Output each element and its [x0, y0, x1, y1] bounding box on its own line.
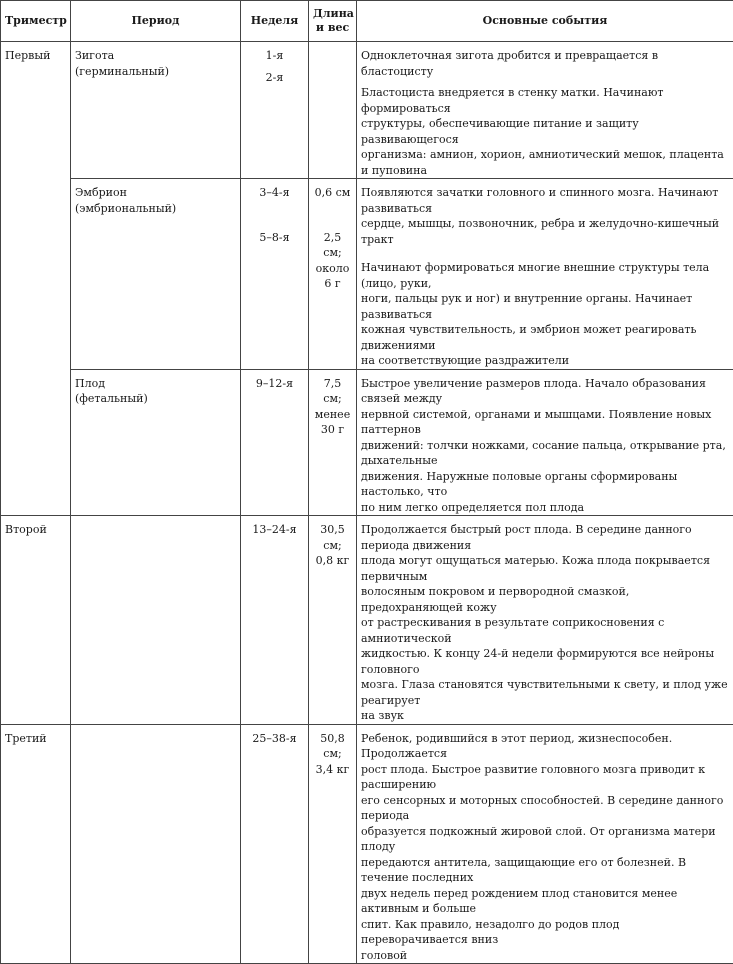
event-line: от растрескивания в результате соприкосновения с амниотической [361, 615, 729, 646]
event-line: образуется подкожный жировой слой. От организма матери плоду [361, 824, 729, 855]
size-value: 0,8 кг [313, 553, 352, 569]
size-value: около [313, 261, 352, 277]
event-line: волосяным покровом и первородной смазкой, предохраняющей кожу [361, 584, 729, 615]
week-cell-second: 13–24-я [241, 516, 309, 725]
header-events: Основные события [357, 1, 733, 42]
size-value: 30 г [313, 422, 352, 438]
header-trimester: Триместр [1, 1, 71, 42]
event-line: организма: амнион, хорион, амниотический мешок, плацента и пуповина [361, 147, 729, 178]
event-line: его сенсорных и моторных способностей. В середине данного периода [361, 793, 729, 824]
period-cell-second [71, 516, 241, 725]
header-size-line2: и вес [313, 21, 352, 35]
header-week: Неделя [241, 1, 309, 42]
header-row [1, 1, 733, 42]
size-value: 0,6 см [313, 185, 352, 201]
event-line: кожная чувствительность, и эмбрион может реагировать движениями [361, 322, 729, 353]
event-line: по ним легко определяется пол плода [361, 500, 729, 516]
event-line: Одноклеточная зигота дробится и превращается в бластоцисту [361, 48, 729, 79]
week-cell-third: 25–38-я [241, 724, 309, 964]
period-name: Эмбрион [75, 185, 236, 201]
table-row-second [1, 516, 733, 725]
event-line: Продолжается быстрый рост плода. В середине данного периода движения [361, 522, 729, 553]
table-row-embryo [1, 179, 733, 370]
header-period: Период [71, 1, 241, 42]
event-line: жидкостью. К концу 24-й недели формируются все нейроны головного [361, 646, 729, 677]
size-cell-zygote [309, 42, 357, 179]
events-cell-zygote [357, 42, 733, 179]
event-line: нервной системой, органами и мышцами. Появление новых паттернов [361, 407, 729, 438]
size-value: 2,5 см; [313, 230, 352, 261]
event-line: на звук [361, 708, 729, 724]
period-cell-zygote [71, 42, 241, 179]
event-line: рост плода. Быстрое развитие головного мозга приводит к расширению [361, 762, 729, 793]
events-cell-second [357, 516, 733, 725]
event-line: на соответствующие раздражители [361, 353, 729, 369]
event-line: ноги, пальцы рук и ног) и внутренние органы. Начинает развиваться [361, 291, 729, 322]
event-line: передаются антитела, защищающие его от болезней. В течение последних [361, 855, 729, 886]
events-cell-third [357, 724, 733, 964]
period-name: Зигота [75, 48, 236, 64]
event-line: головой [361, 948, 729, 964]
period-type: (герминальный) [75, 64, 236, 80]
header-size-line1: Длина [313, 7, 352, 21]
week-value: 1-я [245, 48, 304, 64]
week-cell-embryo [241, 179, 309, 370]
event-line: плода могут ощущаться матерью. Кожа плода покрывается первичным [361, 553, 729, 584]
event-line: Ребенок, родившийся в этот период, жизнеспособен. Продолжается [361, 731, 729, 762]
event-line: Начинают формироваться многие внешние структуры тела (лицо, руки, [361, 260, 729, 291]
size-cell-third [309, 724, 357, 964]
event-line: спит. Как правило, незадолго до родов плод переворачивается вниз [361, 917, 729, 948]
period-cell-embryo [71, 179, 241, 370]
period-type: (эмбриональный) [75, 201, 236, 217]
table-row-third [1, 724, 733, 964]
period-name: Плод [75, 376, 236, 392]
event-line: сердце, мышцы, позвоночник, ребра и желудочно-кишечный тракт [361, 216, 729, 247]
week-value: 3–4-я [245, 185, 304, 201]
event-line: структуры, обеспечивающие питание и защиту развивающегося [361, 116, 729, 147]
trimester-cell-third: Третий [1, 724, 71, 964]
event-line: Быстрое увеличение размеров плода. Начало образования связей между [361, 376, 729, 407]
size-value: 7,5 см; [313, 376, 352, 407]
events-cell-embryo [357, 179, 733, 370]
size-value: менее [313, 407, 352, 423]
event-line: мозга. Глаза становятся чувствительными к свету, и плод уже реагирует [361, 677, 729, 708]
header-size [309, 1, 357, 42]
trimester-cell-second: Второй [1, 516, 71, 725]
week-cell-zygote [241, 42, 309, 179]
table-row-fetus [1, 369, 733, 516]
week-cell-fetus: 9–12-я [241, 369, 309, 516]
event-line: двух недель перед рождением плод становится менее активным и больше [361, 886, 729, 917]
table-row-zygote [1, 42, 733, 179]
period-cell-fetus [71, 369, 241, 516]
size-value: 50,8 см; [313, 731, 352, 762]
event-line: Появляются зачатки головного и спинного мозга. Начинают развиваться [361, 185, 729, 216]
trimester-cell-first: Первый [1, 42, 71, 516]
event-line: движений: толчки ножками, сосание пальца, открывание рта, дыхательные [361, 438, 729, 469]
period-type: (фетальный) [75, 391, 236, 407]
size-cell-second [309, 516, 357, 725]
event-line: движения. Наружные половые органы сформированы настолько, что [361, 469, 729, 500]
size-cell-fetus [309, 369, 357, 516]
event-line: Бластоциста внедряется в стенку матки. Начинают формироваться [361, 85, 729, 116]
size-value: 30,5 см; [313, 522, 352, 553]
events-cell-fetus [357, 369, 733, 516]
size-value: 3,4 кг [313, 762, 352, 778]
week-value: 5–8-я [245, 230, 304, 246]
size-value: 6 г [313, 276, 352, 292]
period-cell-third [71, 724, 241, 964]
week-value: 2-я [245, 70, 304, 86]
size-cell-embryo [309, 179, 357, 370]
